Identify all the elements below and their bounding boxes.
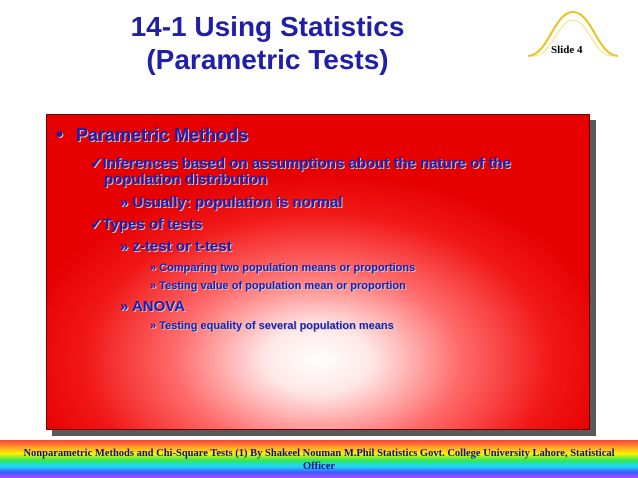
check-icon: ✓	[90, 216, 103, 233]
check-icon: ✓	[90, 155, 103, 172]
item1-sub-label: Usually: population is normal	[132, 194, 343, 211]
raquo-icon: »	[150, 280, 157, 292]
item-usually-normal	[120, 194, 343, 211]
title-line-1: 14-1 Using Statistics	[130, 11, 405, 42]
test1-label: z-test or t-test	[132, 238, 232, 255]
raquo-icon: »	[120, 298, 129, 315]
test2-label: ANOVA	[131, 298, 186, 315]
item-types-of-tests	[90, 215, 202, 233]
raquo-icon: »	[150, 320, 157, 332]
slide-title	[95, 10, 440, 76]
bullet-icon: •	[56, 124, 64, 146]
test1-sub1-label: Comparing two population means or proportions	[159, 262, 416, 274]
raquo-icon: »	[150, 262, 157, 274]
bullet-parametric-methods	[56, 124, 248, 147]
item-anova	[120, 298, 185, 315]
item-testing-value	[150, 280, 406, 292]
item-inferences-continued: population distribution	[104, 171, 268, 188]
item-z-t-test	[120, 238, 232, 255]
footer-line-2: Officer	[302, 461, 336, 472]
test1-sub2-label: Testing value of population mean or proportion	[159, 280, 406, 292]
item-testing-equality	[150, 320, 394, 332]
slide-number: Slide 4	[551, 44, 583, 56]
item1-label: Inferences based on assumptions about the nature of the	[102, 155, 511, 172]
title-line-2: (Parametric Tests)	[146, 44, 389, 75]
raquo-icon: »	[120, 194, 129, 211]
footer-line-1: Nonparametric Methods and Chi-Square Tests (1) By Shakeel Nouman M.Phil Statistics Govt. College University Lahore, Statistical	[23, 448, 615, 459]
item-inferences	[90, 154, 511, 172]
footer-banner	[0, 440, 638, 478]
test2-sub1-label: Testing equality of several population means	[159, 320, 394, 332]
level1-label: Parametric Methods	[76, 125, 249, 145]
item-comparing-means	[150, 262, 415, 274]
raquo-icon: »	[120, 238, 129, 255]
item2-label: Types of tests	[102, 216, 203, 233]
